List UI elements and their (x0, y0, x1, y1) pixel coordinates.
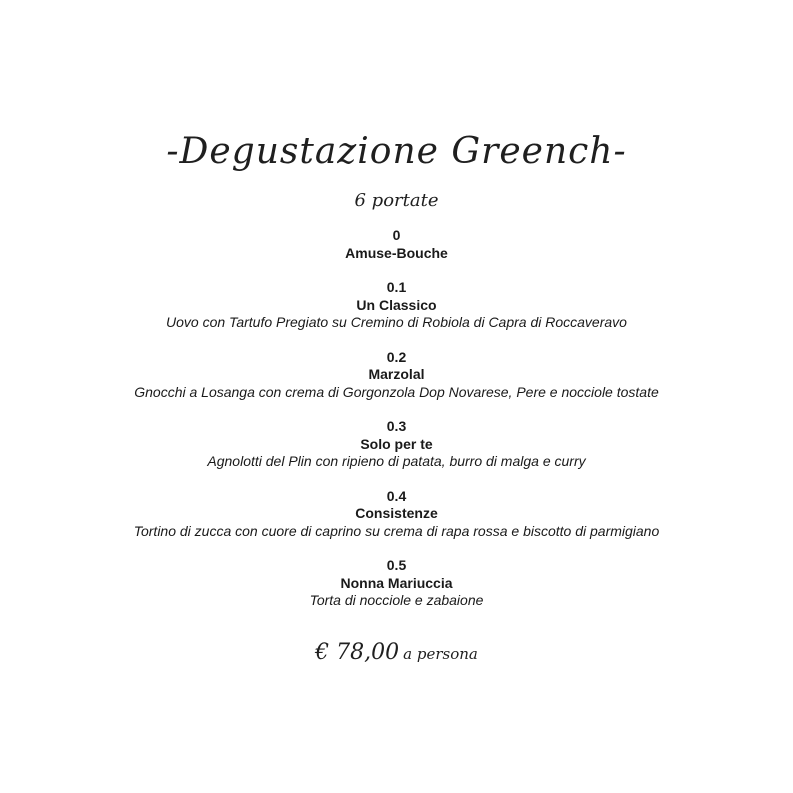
menu-price (0, 638, 793, 669)
course-5 (0, 557, 793, 610)
course-number: 0.4 (386, 487, 407, 504)
course-name: Amuse-Bouche (345, 244, 448, 261)
course-number: 0.5 (386, 557, 407, 573)
course-2 (0, 349, 793, 402)
price-unit: a persona (403, 645, 478, 663)
course-number: 0.2 (386, 348, 407, 365)
menu-subtitle: 6 portate (354, 190, 439, 211)
price-amount: € 78,00 (315, 640, 400, 665)
course-description: Agnolotti del Plin con ripieno di patata, burro di malga e curry (207, 453, 586, 469)
course-number: 0.3 (386, 418, 407, 434)
course-description: Torta di nocciole e zabaione (309, 592, 484, 608)
course-1 (0, 279, 793, 332)
course-name: Marzolal (368, 366, 425, 382)
course-list (0, 227, 793, 627)
course-0 (0, 227, 793, 262)
course-description: Gnocchi a Losanga con crema di Gorgonzola Dop Novarese, Pere e nocciole tostate (134, 383, 659, 400)
course-description: Tortino di zucca con cuore di caprino su crema di rapa rossa e biscotto di parmigiano (133, 522, 660, 539)
course-number: 0 (392, 227, 401, 243)
course-4 (0, 488, 793, 541)
course-description: Uovo con Tartufo Pregiato su Cremino di Robiola di Capra di Roccaveravo (166, 314, 627, 330)
course-name: Un Classico (356, 296, 437, 313)
course-3 (0, 418, 793, 471)
course-number: 0.1 (386, 279, 407, 295)
course-name: Nonna Mariuccia (340, 574, 453, 591)
menu-title: -Degustazione Greench- (166, 131, 627, 172)
course-name: Consistenze (355, 505, 438, 521)
course-name: Solo per te (360, 435, 433, 452)
